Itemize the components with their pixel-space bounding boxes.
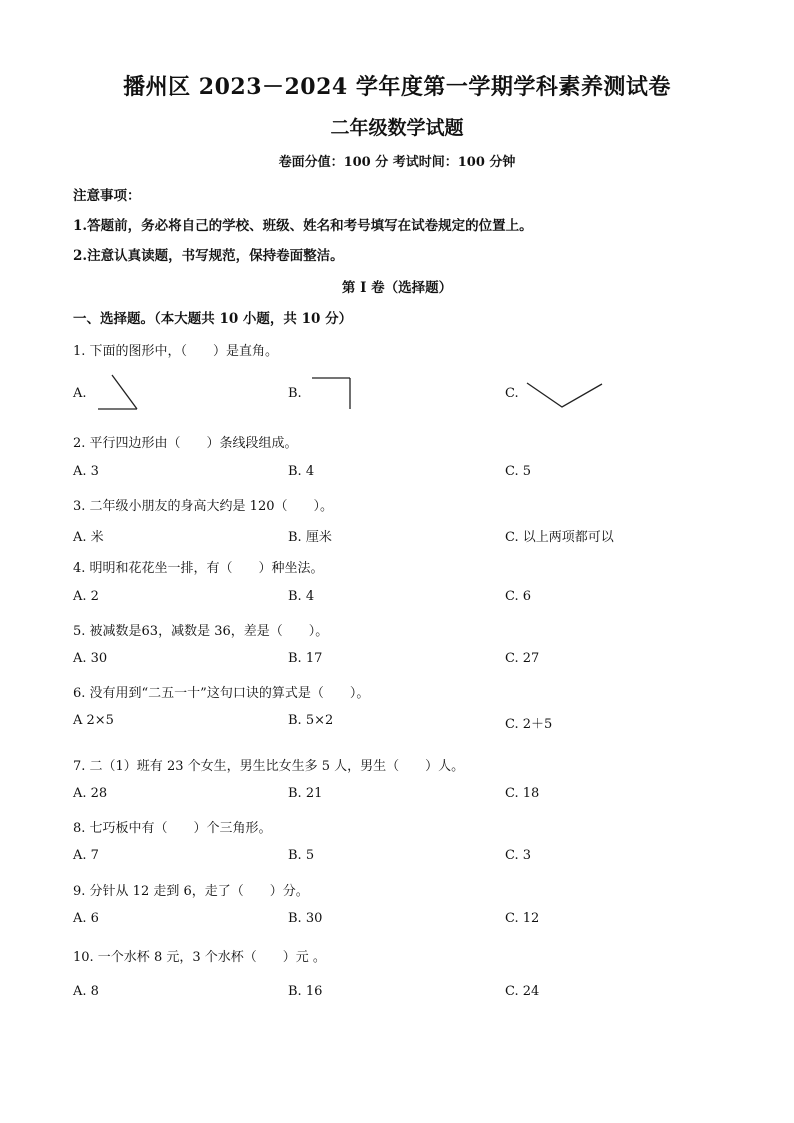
option-a: A. 6: [73, 911, 99, 926]
option-b: B. 厘米: [288, 530, 332, 545]
option-c: C.: [505, 386, 519, 401]
part-title: 第 I 卷（选择题）: [341, 280, 453, 296]
option-c: C. 6: [505, 589, 532, 604]
question-text: 10. 一个水杯 8 元，3 个水杯（ ）元 。: [73, 950, 326, 965]
option-c: C. 5: [505, 464, 532, 479]
option-c: C. 以上两项都可以: [505, 530, 614, 545]
option-c: C. 27: [505, 651, 540, 666]
option-c: C. 3: [505, 848, 532, 863]
option-a: A. 8: [73, 984, 99, 999]
notes-item-1: 1.答题前，务必将自己的学校、班级、姓名和考号填写在试卷规定的位置上。: [73, 218, 533, 234]
option-b: B. 30: [288, 911, 323, 926]
option-b: B. 4: [288, 589, 315, 604]
right-angle-figure: [308, 374, 354, 412]
option-c: C. 18: [505, 786, 540, 801]
option-b: B.: [288, 386, 302, 401]
option-a: A 2×5: [73, 713, 114, 728]
exam-title: 播州区 2023－2024 学年度第一学期学科素养测试卷: [123, 74, 671, 100]
option-a: A. 28: [73, 786, 108, 801]
option-a: A. 米: [73, 530, 104, 545]
exam-subtitle: 二年级数学试题: [330, 117, 464, 139]
option-c: C. 12: [505, 911, 540, 926]
notes-heading: 注意事项：: [73, 188, 141, 204]
option-a: A. 30: [73, 651, 108, 666]
section-heading: 一、选择题。（本大题共 10 小题，共 10 分）: [73, 311, 353, 327]
option-b: B. 16: [288, 984, 323, 999]
question-text: 5. 被减数是63，减数是 36，差是（ ）。: [73, 624, 329, 639]
option-b: B. 17: [288, 651, 323, 666]
option-b: B. 4: [288, 464, 315, 479]
question-text: 4. 明明和花花坐一排，有（ ）种坐法。: [73, 561, 324, 576]
option-b: B. 21: [288, 786, 323, 801]
question-text: 6. 没有用到“二五一十”这句口诀的算式是（ ）。: [73, 686, 370, 701]
option-a: A.: [73, 386, 87, 401]
exam-meta: 卷面分值：100 分 考试时间：100 分钟: [278, 155, 516, 170]
option-b: B. 5×2: [288, 713, 334, 728]
question-text: 9. 分针从 12 走到 6，走了（ ）分。: [73, 884, 309, 899]
slanted-angle-figure: [95, 373, 140, 413]
question-text: 7. 二（1）班有 23 个女生，男生比女生多 5 人，男生（ ）人。: [73, 759, 465, 774]
option-a: A. 3: [73, 464, 99, 479]
question-text: 2. 平行四边形由（ ）条线段组成。: [73, 436, 298, 451]
notes-item-2: 2.注意认真读题，书写规范，保持卷面整洁。: [73, 248, 344, 264]
option-b: B. 5: [288, 848, 315, 863]
question-text: 8. 七巧板中有（ ）个三角形。: [73, 821, 272, 836]
option-a: A. 7: [73, 848, 99, 863]
option-c: C. 2＋5: [505, 717, 553, 732]
option-a: A. 2: [73, 589, 99, 604]
question-text: 3. 二年级小朋友的身高大约是 120（ ）。: [73, 499, 333, 514]
option-c: C. 24: [505, 984, 540, 999]
question-text: 1. 下面的图形中，（ ）是直角。: [73, 344, 279, 359]
obtuse-angle-figure: [524, 380, 606, 410]
